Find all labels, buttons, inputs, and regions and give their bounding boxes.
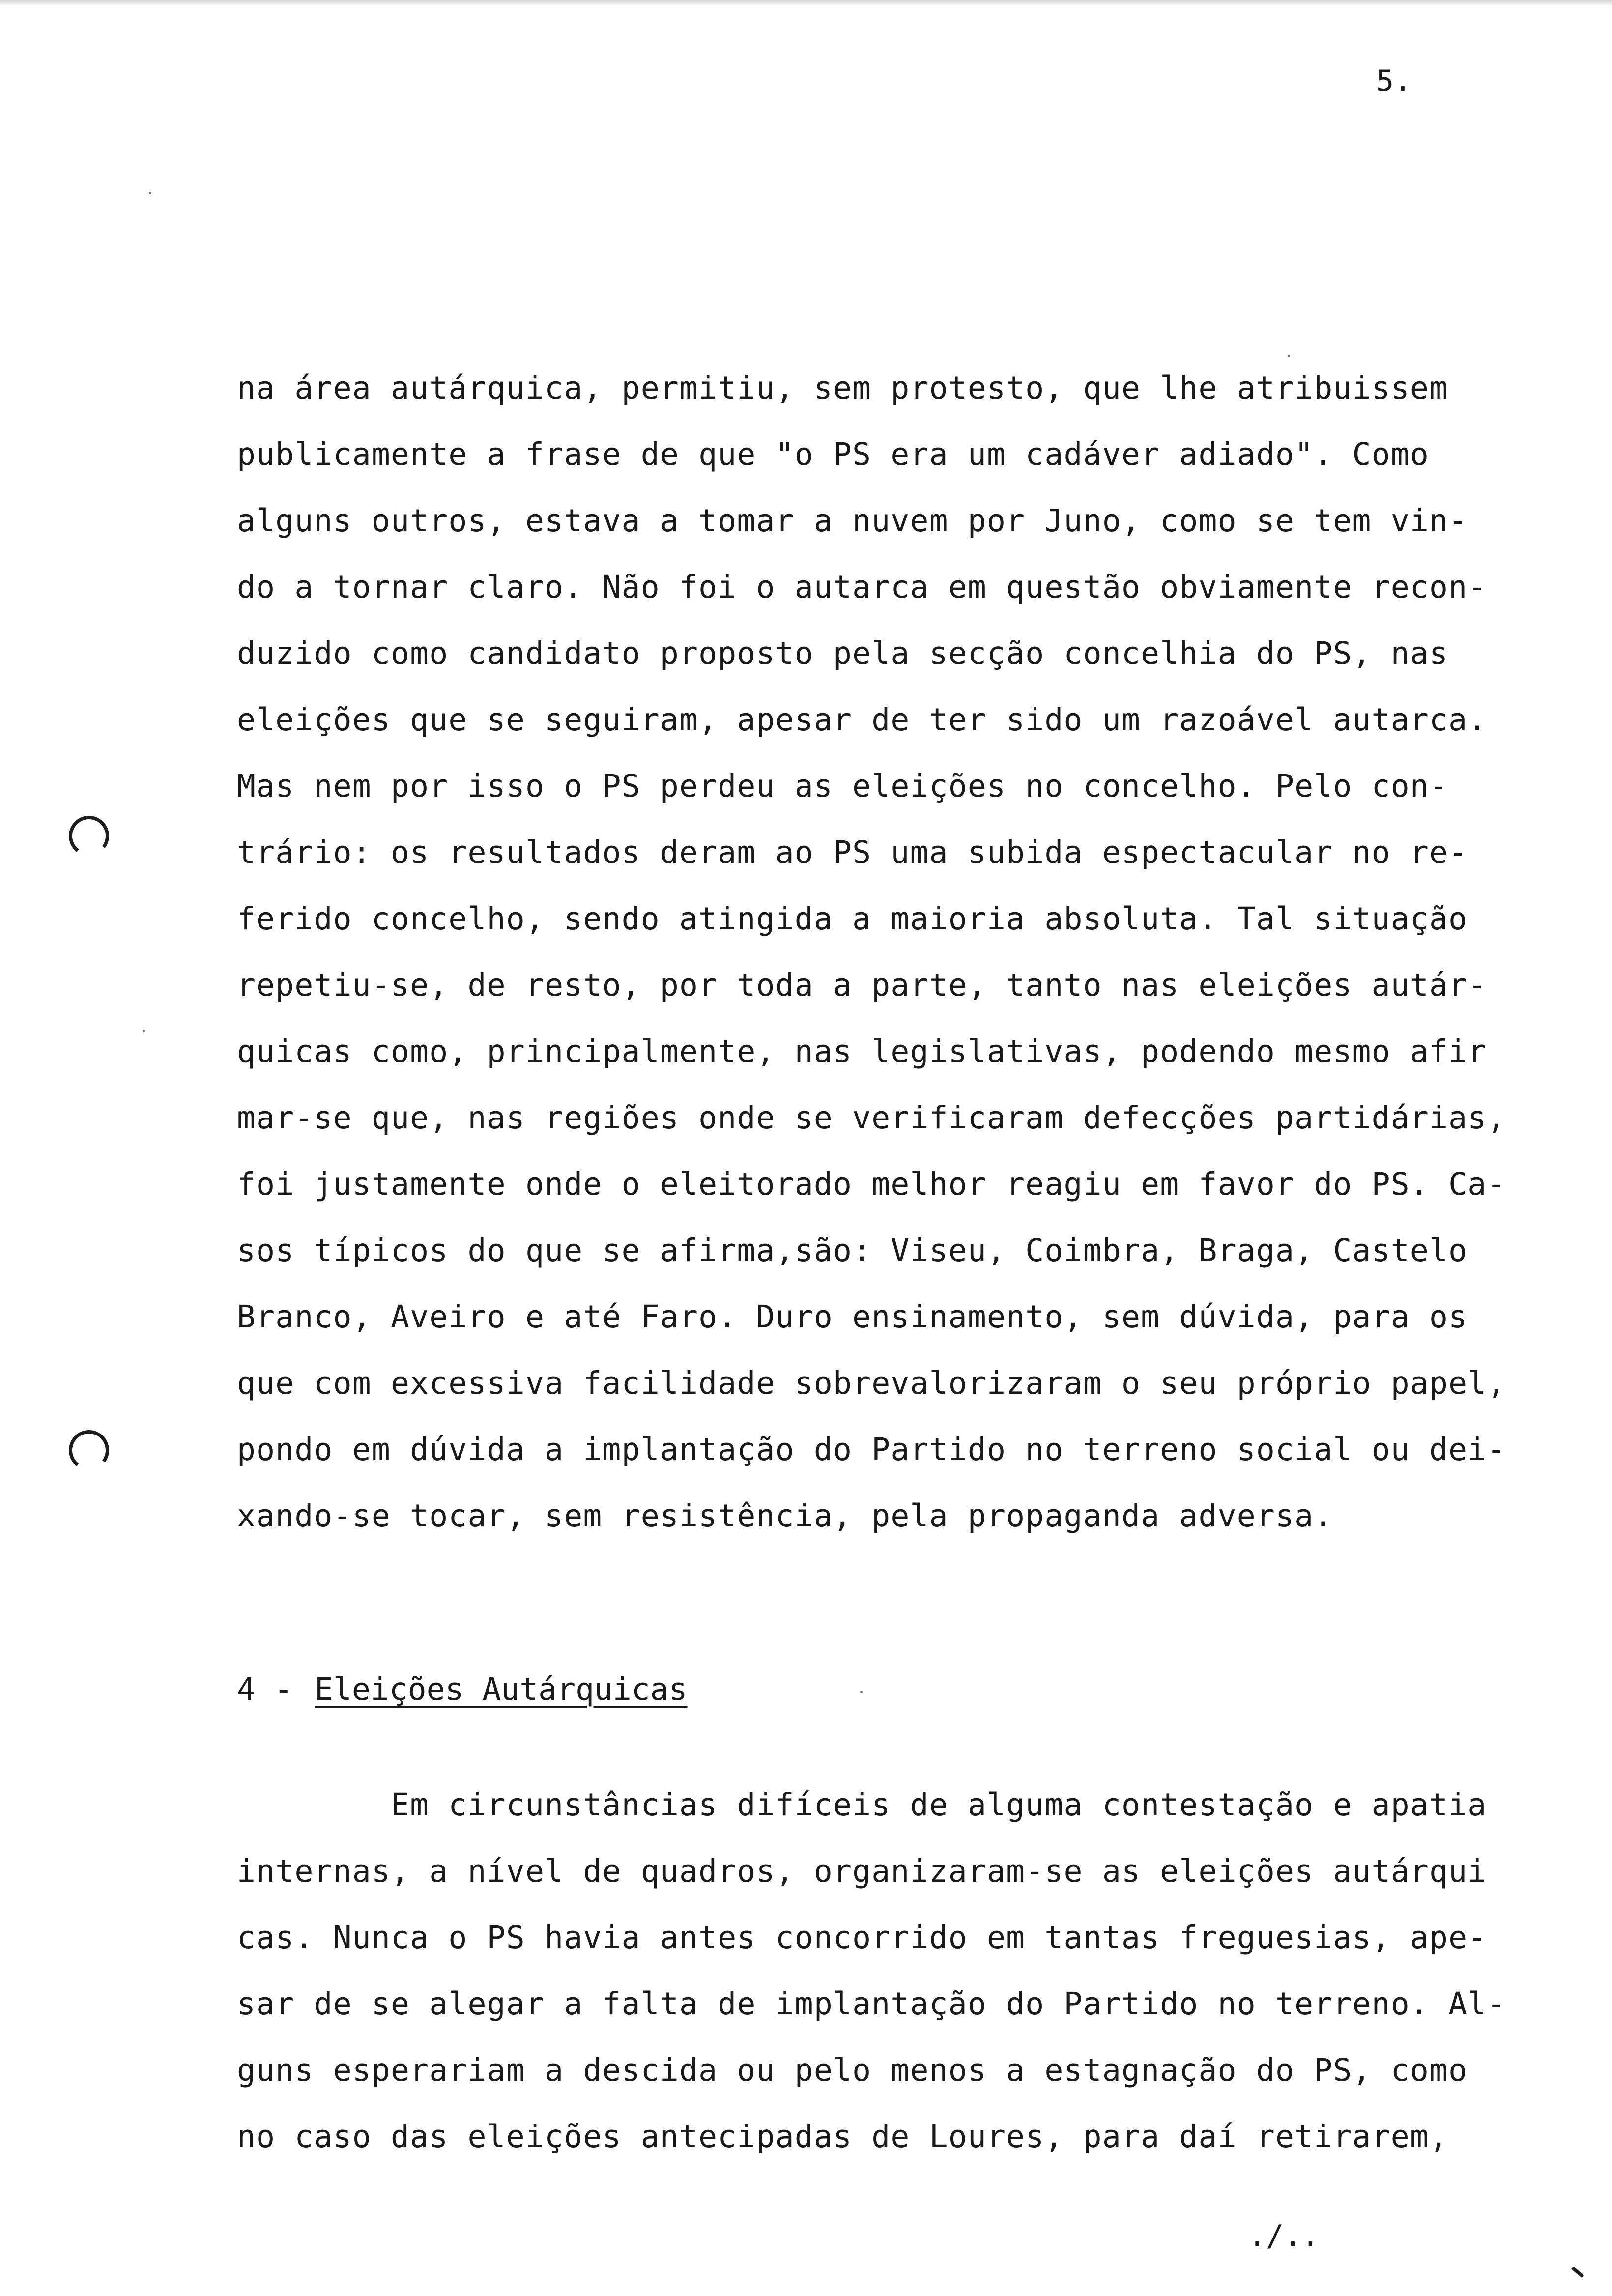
- text-line: na área autárquica, permitiu, sem protesto, que lhe atribuissem: [237, 370, 1449, 406]
- text-line: repetiu-se, de resto, por toda a parte, tanto nas eleições autár-: [237, 967, 1487, 1003]
- text-line: Branco, Aveiro e até Faro. Duro ensinamento, sem dúvida, para os: [237, 1299, 1468, 1335]
- page-number: 5.: [1376, 64, 1412, 98]
- text-line: Em circunstâncias difíceis de alguma contestação e apatia: [237, 1787, 1487, 1823]
- corner-mark-icon: [1571, 2267, 1584, 2278]
- punch-hole-icon: [66, 813, 112, 859]
- text-line: duzido como candidato proposto pela secção concelhia do PS, nas: [237, 635, 1449, 671]
- text-line: publicamente a frase de que "o PS era um cadáver adiado". Como: [237, 436, 1430, 472]
- text-line: internas, a nível de quadros, organizaram-se as eleições autárqui: [237, 1853, 1487, 1889]
- text-line: que com excessiva facilidade sobrevalorizaram o seu próprio papel,: [237, 1365, 1506, 1401]
- text-line: ferido concelho, sendo atingida a maioria absoluta. Tal situação: [237, 901, 1468, 937]
- text-line: trário: os resultados deram ao PS uma subida espectacular no re-: [237, 834, 1468, 870]
- scan-speck: [1288, 355, 1290, 357]
- text-line: quicas como, principalmente, nas legislativas, podendo mesmo afir: [237, 1033, 1487, 1069]
- text-line: mar-se que, nas regiões onde se verificaram defecções partidárias,: [237, 1100, 1506, 1136]
- text-line: pondo em dúvida a implantação do Partido no terreno social ou dei-: [237, 1432, 1506, 1467]
- scan-speck: [143, 1030, 145, 1032]
- text-line: do a tornar claro. Não foi o autarca em questão obviamente recon-: [237, 569, 1487, 605]
- text-line: eleições que se seguiram, apesar de ter sido um razoável autarca.: [237, 702, 1487, 738]
- text-line: guns esperariam a descida ou pelo menos a estagnação do PS, como: [237, 2052, 1468, 2088]
- continuation-mark: ./..: [1248, 2219, 1320, 2253]
- scan-speck: [149, 192, 151, 194]
- text-line: Mas nem por isso o PS perdeu as eleições no concelho. Pelo con-: [237, 768, 1449, 804]
- text-line: cas. Nunca o PS havia antes concorrido em tantas freguesias, ape-: [237, 1920, 1487, 1955]
- text-line: sos típicos do que se afirma,são: Viseu, Coimbra, Braga, Castelo: [237, 1233, 1468, 1268]
- text-line: alguns outros, estava a tomar a nuvem por Juno, como se tem vin-: [237, 503, 1468, 539]
- section-title: Eleições Autárquicas: [315, 1671, 688, 1707]
- text-line: xando-se tocar, sem resistência, pela propaganda adversa.: [237, 1498, 1333, 1534]
- text-line: sar de se alegar a falta de implantação do Partido no terreno. Al-: [237, 1986, 1506, 2022]
- text-line: no caso das eleições antecipadas de Loures, para daí retirarem,: [237, 2119, 1449, 2154]
- section-number: 4 -: [237, 1671, 293, 1707]
- scan-top-edge: [0, 0, 1612, 6]
- text-line: foi justamente onde o eleitorado melhor reagiu em favor do PS. Ca-: [237, 1166, 1506, 1202]
- scan-speck: [860, 1691, 863, 1693]
- punch-hole-icon: [66, 1428, 112, 1473]
